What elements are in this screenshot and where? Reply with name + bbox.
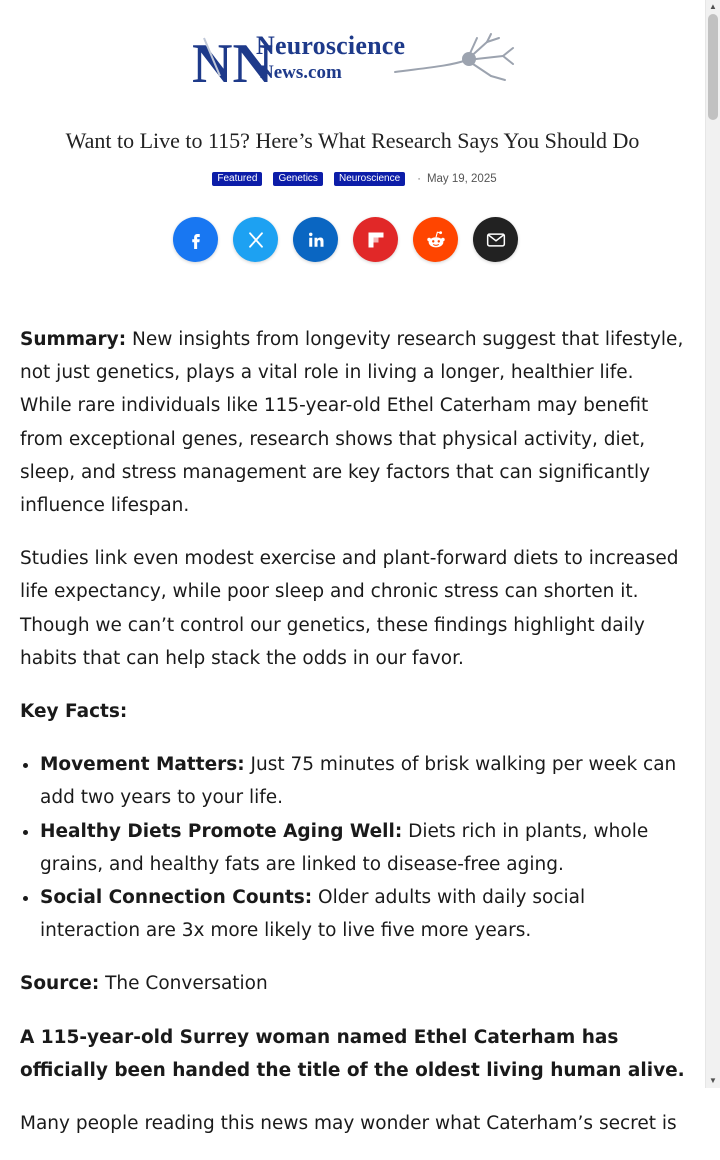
- article-paragraph: Studies link even modest exercise and plant-forward diets to increased life expectancy, while poor sleep and chronic stress can shorten it. Though we can’t control our genetics, these findings highlight daily habits that can help stack the odds in our favor.: [20, 548, 679, 669]
- key-fact-item: [40, 815, 685, 881]
- key-fact-text: Diets rich in plants, whole grains, and healthy fats are linked to disease-free aging.: [40, 820, 649, 875]
- scrollbar-thumb[interactable]: [708, 14, 718, 120]
- publish-date: May 19, 2025: [426, 173, 497, 185]
- article-title: Want to Live to 115? Here’s What Research Says You Should Do: [65, 128, 640, 153]
- email-icon: [486, 232, 506, 248]
- key-fact-label: Healthy Diets Promote Aging Well:: [40, 820, 403, 842]
- reddit-icon: [425, 229, 447, 251]
- site-logo[interactable]: [190, 28, 515, 95]
- share-x-button[interactable]: [233, 217, 278, 262]
- summary-text: New insights from longevity research suggest that lifestyle, not just genetics, plays a vital role in living a longer, healthier life. While rare individuals like 115-year-old Ethel Caterham may benefit from exceptional genes, research shows that physical activity, diet, sleep, and stress management are key factors that can significantly influence lifespan.: [20, 329, 684, 517]
- key-fact-text: Just 75 minutes of brisk walking per week can add two years to your life.: [40, 754, 677, 809]
- share-flipboard-button[interactable]: [353, 217, 398, 262]
- key-facts-list: [20, 748, 685, 947]
- lead-paragraph: A 115-year-old Surrey woman named Ethel Caterham has officially been handed the title of the oldest living human alive.: [20, 1026, 685, 1081]
- source-label: Source:: [20, 973, 100, 995]
- share-linkedin-button[interactable]: [293, 217, 338, 262]
- key-fact-label: Movement Matters:: [40, 754, 245, 776]
- scroll-up-arrow-icon[interactable]: ▲: [709, 2, 717, 11]
- share-reddit-button[interactable]: [413, 217, 458, 262]
- logo-domain: News.com: [260, 62, 342, 83]
- x-icon: [247, 231, 265, 249]
- page-scrollbar[interactable]: [705, 0, 720, 1088]
- summary-paragraph: [20, 323, 685, 522]
- source-line: [20, 967, 685, 1000]
- neuron-icon: [395, 34, 515, 84]
- logo-monogram-letter-1: NN: [192, 33, 273, 95]
- key-fact-label: Social Connection Counts:: [40, 887, 313, 909]
- flipboard-icon: [366, 230, 386, 250]
- share-bar: [173, 217, 533, 262]
- tag-featured[interactable]: Featured: [212, 172, 262, 186]
- source-name[interactable]: The Conversation: [99, 973, 268, 995]
- article-paragraph-partial: Many people reading this news may wonder what Caterham’s secret is: [20, 1113, 677, 1135]
- key-fact-item: [40, 881, 685, 947]
- key-fact-text: Older adults with daily social interaction are 3x more likely to live five more years.: [40, 887, 586, 942]
- key-fact-item: [40, 748, 685, 814]
- share-email-button[interactable]: [473, 217, 518, 262]
- meta-separator: ·: [417, 173, 421, 185]
- logo-monogram: [190, 28, 273, 95]
- linkedin-icon: [307, 231, 325, 249]
- facebook-icon: [187, 231, 205, 249]
- key-facts-label: Key Facts:: [20, 701, 128, 723]
- logo-name: Neuroscience: [256, 31, 406, 60]
- article-meta: [0, 172, 705, 186]
- share-facebook-button[interactable]: [173, 217, 218, 262]
- summary-label: Summary:: [20, 329, 127, 350]
- article-body: [20, 323, 685, 1160]
- tag-neuroscience[interactable]: Neuroscience: [334, 172, 405, 186]
- tag-genetics[interactable]: Genetics: [273, 172, 322, 186]
- scroll-down-arrow-icon[interactable]: ▼: [709, 1076, 717, 1085]
